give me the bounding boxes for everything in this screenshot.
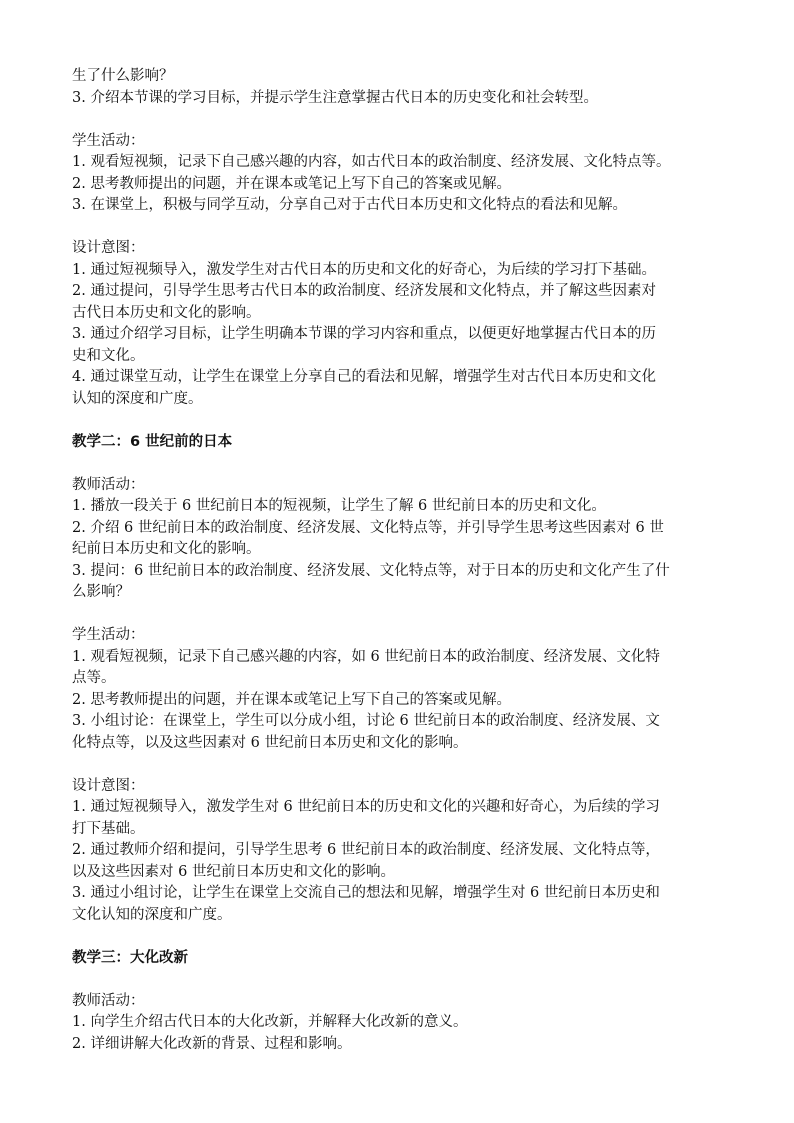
text-line: 2. 通过提问，引导学生思考古代日本的政治制度、经济发展和文化特点，并了解这些因素对 <box>72 283 656 299</box>
text-line: 史和文化。 <box>72 347 145 364</box>
paragraph-spacer <box>72 754 728 776</box>
text-line: 打下基础。 <box>72 820 145 837</box>
text-line: 3. 小组讨论：在课堂上，学生可以分成小组，讨论 6 世纪前日本的政治制度、经济发展、文 <box>72 713 660 729</box>
section-heading: 教学二：6 世纪前的日本 <box>72 433 233 450</box>
text-line: 学生活动： <box>72 132 145 149</box>
text-line: 3. 通过介绍学习目标，让学生明确本节课的学习内容和重点，以便更好地掌握古代日本的历 <box>72 326 656 342</box>
document-body <box>72 66 728 1055</box>
text-line: 2. 详细讲解大化改新的背景、过程和影响。 <box>72 1035 352 1052</box>
text-line: 1. 观看短视频，记录下自己感兴趣的内容，如古代日本的政治制度、经济发展、文化特点等。 <box>72 154 671 170</box>
text-line: 2. 思考教师提出的问题，并在课本或笔记上写下自己的答案或见解。 <box>72 175 511 192</box>
text-line: 4. 通过课堂互动，让学生在课堂上分享自己的看法和见解，增强学生对古代日本历史和文化 <box>72 369 656 385</box>
text-line: 教师活动： <box>72 476 145 493</box>
paragraph-spacer <box>72 453 728 475</box>
text-line: 以及这些因素对 6 世纪前日本历史和文化的影响。 <box>72 863 395 880</box>
paragraph-spacer <box>72 926 728 948</box>
text-line: 化特点等，以及这些因素对 6 世纪前日本历史和文化的影响。 <box>72 734 468 751</box>
text-line: 教师活动： <box>72 992 145 1009</box>
text-line: 3. 提问：6 世纪前日本的政治制度、经济发展、文化特点等，对于日本的历史和文化产生了什 <box>72 562 670 579</box>
text-line: 2. 通过教师介绍和提问，引导学生思考 6 世纪前日本的政治制度、经济发展、文化特点等， <box>72 842 660 858</box>
text-line: 认知的深度和广度。 <box>72 390 203 407</box>
text-line: 3. 介绍本节课的学习目标，并提示学生注意掌握古代日本的历史变化和社会转型。 <box>72 89 598 106</box>
text-line: 2. 介绍 6 世纪前日本的政治制度、经济发展、文化特点等，并引导学生思考这些因素对 6 世 <box>72 519 664 536</box>
text-line: 3. 在课堂上，积极与同学互动，分享自己对于古代日本历史和文化特点的看法和见解。 <box>72 197 627 213</box>
text-line: 1. 向学生介绍古代日本的大化改新，并解释大化改新的意义。 <box>72 1014 468 1030</box>
paragraph-spacer <box>72 217 728 239</box>
paragraph-spacer <box>72 410 728 432</box>
text-line: 古代日本历史和文化的影响。 <box>72 304 261 321</box>
text-line: 1. 通过短视频导入，激发学生对 6 世纪前日本的历史和文化的兴趣和好奇心，为后续的学习 <box>72 799 660 815</box>
text-line: 纪前日本历史和文化的影响。 <box>72 541 261 557</box>
paragraph-spacer <box>72 109 728 131</box>
text-line: 学生活动： <box>72 627 145 643</box>
section-heading: 教学三：大化改新 <box>72 949 188 966</box>
text-line: 点等。 <box>72 670 116 686</box>
paragraph-spacer <box>72 604 728 626</box>
text-line: 设计意图： <box>72 240 145 256</box>
text-line: 1. 观看短视频，记录下自己感兴趣的内容，如 6 世纪前日本的政治制度、经济发展、文化特 <box>72 648 660 665</box>
text-line: 3. 通过小组讨论，让学生在课堂上交流自己的想法和见解，增强学生对 6 世纪前日本历史和 <box>72 885 660 901</box>
text-line: 么影响？ <box>72 584 130 600</box>
text-line: 2. 思考教师提出的问题，并在课本或笔记上写下自己的答案或见解。 <box>72 691 511 708</box>
text-line: 生了什么影响？ <box>72 68 174 84</box>
text-line: 1. 播放一段关于 6 世纪前日本的短视频，让学生了解 6 世纪前日本的历史和文化。 <box>72 498 606 514</box>
text-line: 1. 通过短视频导入，激发学生对古代日本的历史和文化的好奇心，为后续的学习打下基础。 <box>72 261 656 278</box>
text-line: 设计意图： <box>72 777 145 794</box>
paragraph-spacer <box>72 969 728 991</box>
text-line: 文化认知的深度和广度。 <box>72 906 232 923</box>
